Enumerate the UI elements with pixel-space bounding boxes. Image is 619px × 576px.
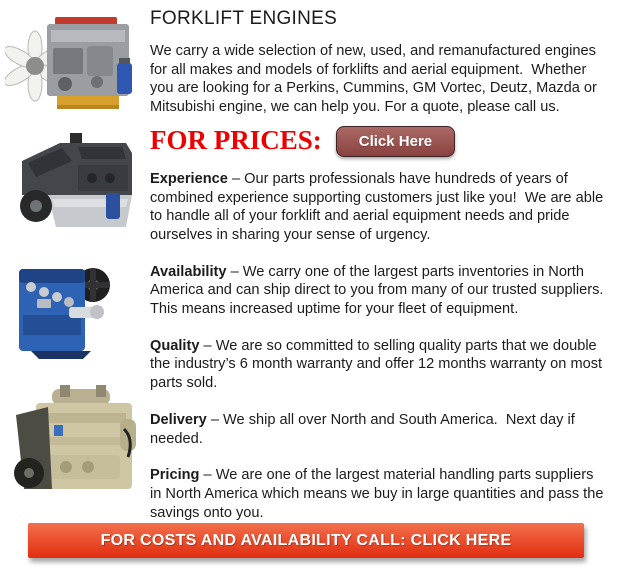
- page-title: FORKLIFT ENGINES: [150, 8, 338, 29]
- feature-pricing-text: – We are one of the largest material handling parts suppliers in North America which means we buy in large quantities and pass the savings onto you.: [150, 467, 608, 521]
- banner-label: FOR COSTS AND AVAILABILITY CALL: CLICK HERE: [100, 531, 512, 549]
- for-prices-row: [150, 126, 606, 157]
- feature-quality: [150, 337, 606, 393]
- feature-pricing: [150, 466, 606, 522]
- for-prices-label: FOR PRICES:: [150, 125, 322, 156]
- intro-paragraph: [150, 42, 606, 117]
- feature-delivery: [150, 411, 606, 448]
- feature-availability: [150, 263, 606, 319]
- feature-delivery-title: Delivery: [150, 411, 207, 428]
- content-column: [150, 8, 606, 540]
- tan-diesel-engine-image: [8, 385, 140, 507]
- feature-experience: [150, 170, 606, 245]
- dark-v8-engine-image: [8, 133, 140, 233]
- feature-availability-title: Availability: [150, 263, 227, 280]
- feature-quality-text: – We are so committed to selling quality parts that we double the industry’s 6 month warranty and offer 12 months warranty on most parts sold.: [150, 337, 607, 392]
- engine-image-column: [0, 0, 148, 576]
- blue-inline-engine-image: [13, 255, 113, 361]
- intro-text: We carry a wide selection of new, used, and remanufactured engines for all makes and models of forklifts and aerial equipment. Whether you are looking for a Perkins, Cummins, GM Vortec, Deutz, Mazda or Mitsubishi engine, we can help you. For a quote, please call us.: [150, 43, 601, 116]
- feature-experience-text: – Our parts professionals have hundreds of years of combined experience supporting customers just like you! We are able to handle all of your forklift and aerial equipment needs and pride ourselves in sharing your sense of urgency.: [150, 170, 608, 243]
- feature-quality-title: Quality: [150, 337, 200, 354]
- feature-experience-title: Experience: [150, 170, 228, 187]
- engine-with-fan-image: [5, 8, 140, 118]
- feature-availability-text: – We carry one of the largest parts inventories in North America and can ship direct to you from many of our trusted suppliers. This means increased uptime for your fleet of equipment.: [150, 263, 608, 318]
- feature-delivery-text: – We ship all over North and South America. Next day if needed.: [150, 411, 579, 447]
- prices-click-here-button[interactable]: Click Here: [336, 126, 455, 157]
- feature-pricing-title: Pricing: [150, 467, 200, 484]
- costs-availability-banner-button[interactable]: [28, 523, 584, 558]
